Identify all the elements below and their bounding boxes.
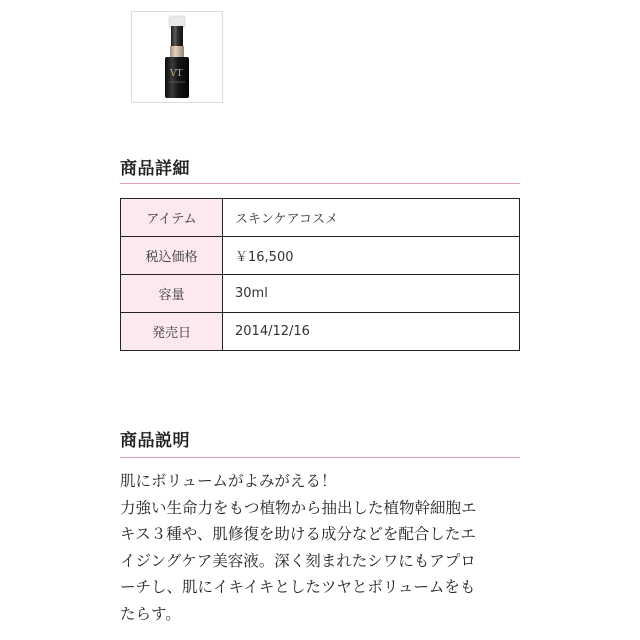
table-row bbox=[121, 275, 520, 313]
table-row bbox=[121, 237, 520, 275]
section-divider bbox=[120, 183, 520, 184]
price-value: ￥16,500 bbox=[223, 237, 520, 275]
description-line: キス３種や、肌修復を助ける成分などを配合したエ bbox=[120, 525, 476, 543]
product-details-heading: 商品詳細 bbox=[120, 159, 190, 179]
table-row bbox=[121, 313, 520, 351]
description-line: たらす。 bbox=[120, 604, 181, 623]
release-date-label: 発売日 bbox=[121, 313, 223, 351]
table-row bbox=[121, 199, 520, 237]
serum-bottle-icon bbox=[132, 12, 222, 102]
product-description-text bbox=[120, 468, 522, 627]
description-line: 力強い生命力をもつ植物から抽出した植物幹細胞エ bbox=[120, 498, 477, 517]
section-divider bbox=[120, 457, 520, 458]
product-details-table bbox=[120, 198, 520, 351]
product-description-heading: 商品説明 bbox=[120, 431, 190, 451]
description-line: ーチし、肌にイキイキとしたツヤとボリュームをも bbox=[120, 578, 476, 596]
description-line: イジングケア美容液。深く刻まれたシワにもアプロ bbox=[120, 551, 476, 570]
price-label: 税込価格 bbox=[121, 237, 223, 275]
svg-text:VT: VT bbox=[170, 69, 183, 79]
item-value: スキンケアコスメ bbox=[223, 199, 520, 237]
item-label: アイテム bbox=[121, 199, 223, 237]
volume-label: 容量 bbox=[121, 275, 223, 313]
release-date-value: 2014/12/16 bbox=[223, 313, 520, 351]
product-thumbnail[interactable] bbox=[131, 11, 223, 103]
volume-value: 30ml bbox=[223, 275, 520, 313]
description-line: 肌にボリュームがよみがえる！ bbox=[120, 472, 337, 490]
